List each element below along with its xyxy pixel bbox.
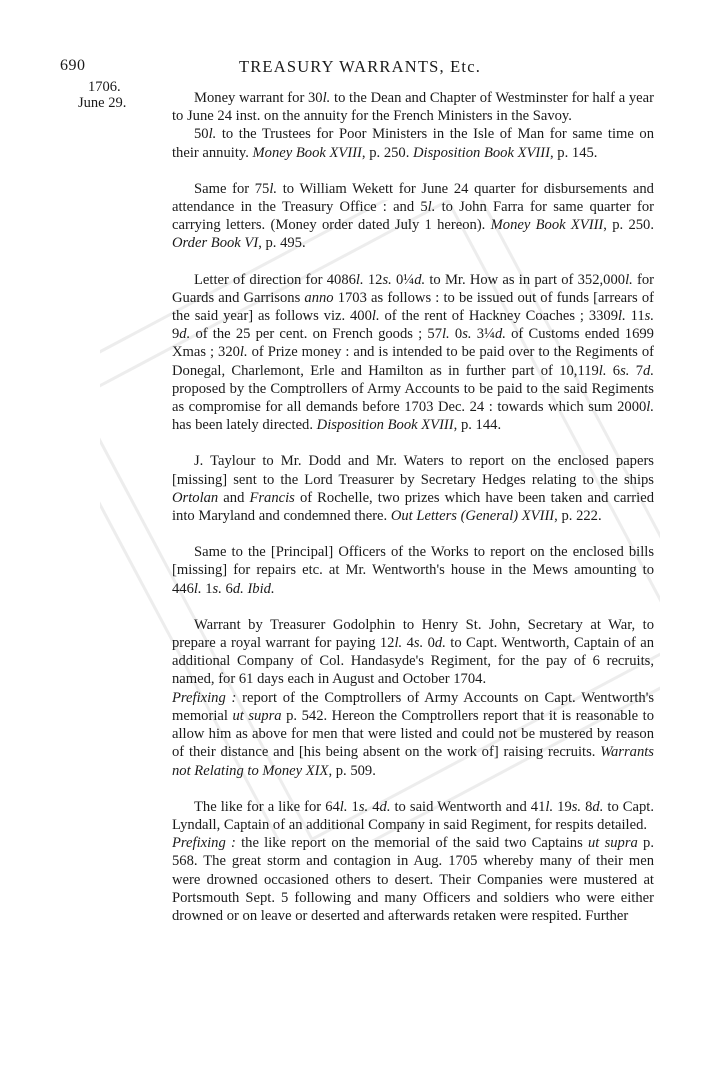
source-reference: Out Letters (General) XVIII (390, 508, 555, 525)
entry-paragraph: 50l. to the Trustees for Poor Ministers in the Isle of Man for same time on their annuity. Money Book XVIII, p. 250. Disposition Book XVIII, p. 145. (172, 126, 654, 161)
source-reference: Ibid. (247, 580, 275, 597)
source-reference: Warrants not Relating to Money XIX (172, 744, 654, 779)
entry-paragraph: Same for 75l. to William Wekett for June 24 quarter for disbursements and attendance in the Treasury Office : and 5l. to John Farra for same quarter for carrying letters. (Money order dated July 1 hereon). Money Book XVIII, p. 250. Order Book VI, p. 495. (172, 180, 655, 252)
entry-paragraph: Money warrant for 30l. to the Dean and Chapter of Westminster for half a year to June 24 inst. on the annuity for the French Ministers in the Savoy. (172, 90, 654, 125)
entry-paragraph: Letter of direction for 4086l. 12s. 0¼d. to Mr. How as in part of 352,000l. for Guards and Garrisons anno 1703 as follows : to be issued out of funds [arrears of the said year] as follows viz. 400l. of the rent of Hackney Coaches ; 3309l. 11s. 9d. of the 25 per cent. on French goods ; 57l. 0s. 3¼d. of Customs ended 1699 Xmas ; 320l. of Prize money : and is intended to be paid over to the Regiments of Donegal, Charlemont, Erle and Hamilton as in further part of 10,119l. 6s. 7d. proposed by the Comptrollers of Army Accounts to be paid to the said Regiments as compromise for all demands before 1703 Dec. 24 : towards which sum 2000l. has been lately directed. Disposition Book XVIII, p. 144. (172, 271, 654, 434)
entry-paragraph: Prefixing : the like report on the memorial of the said two Captains ut supra p. 568. The great storm and contagion in Aug. 1705 whereby many of their men were drowned occasioned others to desert. Their Companies were mustered at Portsmouth Sept. 5 following and many Officers and soldiers who were either drowned or on leave or deserted and afterwards retaken were respited. Further (172, 835, 655, 924)
page-number: 690 (60, 57, 86, 74)
source-reference: Money Book XVIII (490, 217, 604, 234)
entry-paragraph: Warrant by Treasurer Godolphin to Henry St. John, Secretary at War, to prepare a royal warrant for paying 12l. 4s. 0d. to Capt. Wentworth, Captain of an additional Company of Col. Handasyde's Regiment, for the pay of 6 recruits, named, for 61 days each in August and October 1704. (172, 616, 654, 688)
source-reference: Disposition Book XVIII (316, 417, 454, 434)
prefixing-label: Prefixing : (172, 835, 236, 852)
entry-paragraph: J. Taylour to Mr. Dodd and Mr. Waters to report on the enclosed papers [missing] sent to the Lord Treasurer by Secretary Hedges relating to the ships Ortolan and Francis of Rochelle, two prizes which have been taken and carried into Maryland and condemned there. Out Letters (General) XVIII, p. 222. (172, 453, 654, 525)
prefixing-label: Prefixing : (172, 689, 237, 706)
page-header (0, 57, 720, 79)
source-reference: Order Book VI (172, 235, 259, 252)
entry-paragraph: Prefixing : report of the Comptrollers of Army Accounts on Capt. Wentworth's memorial ut supra p. 542. Hereon the Comptrollers report that it is reasonable to allow him as above for men that were listed and could not be mustered by reason of their distance and [his being absent on the work of] raising recruits. Warrants not Relating to Money XIX, p. 509. (172, 689, 655, 779)
running-title: TREASURY WARRANTS, Etc. (238, 57, 482, 76)
margin-date: June 29. (78, 95, 127, 111)
source-reference: Disposition Book XVIII (413, 144, 550, 161)
entry-paragraph: The like for a like for 64l. 1s. 4d. to said Wentworth and 41l. 19s. 8d. to Capt. Lyndall, Captain of an additional Company in said Regiment, for respits detailed. (172, 798, 655, 833)
entry-paragraph: Same to the [Principal] Officers of the Works to report on the enclosed bills [missing] for repairs etc. at Mr. Wentworth's house in the Mews amounting to 446l. 1s. 6d. Ibid. (172, 544, 654, 597)
page-body (172, 89, 654, 925)
margin-year: 1706. (88, 79, 121, 95)
source-reference: Money Book XVIII (252, 144, 362, 161)
